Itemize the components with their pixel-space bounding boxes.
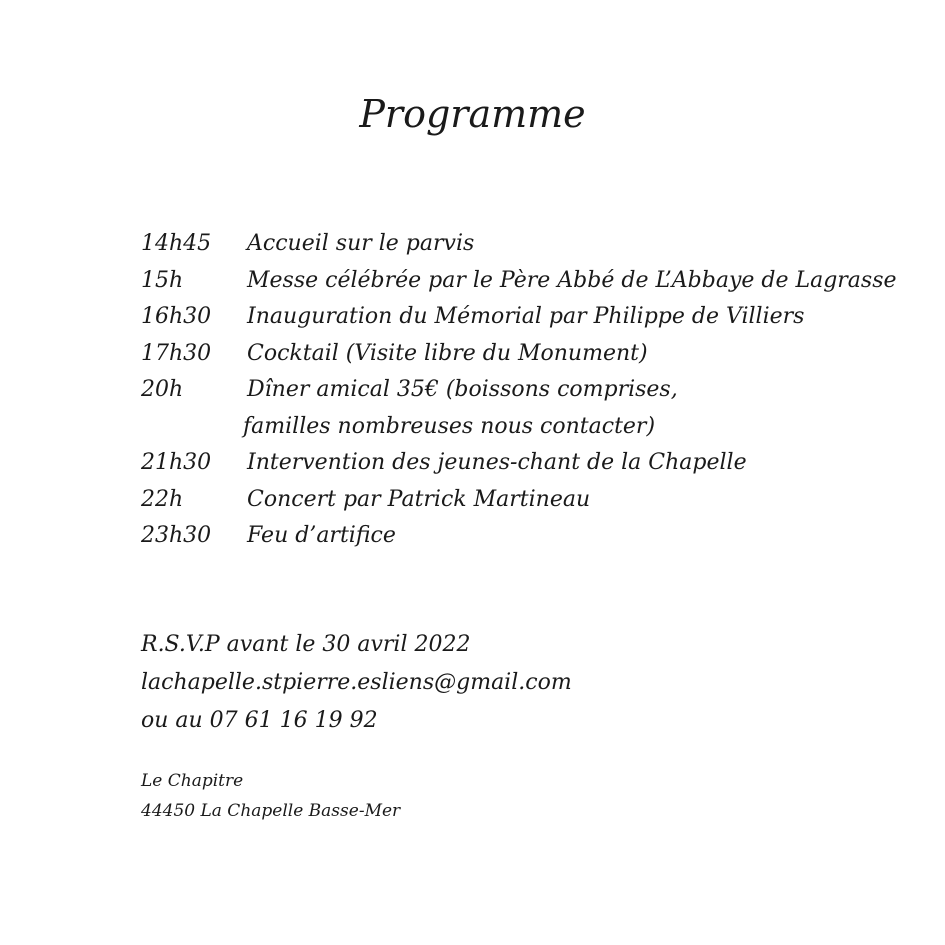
- schedule-event-text: Intervention des jeunes-chant de la Chapelle: [247, 450, 747, 475]
- schedule-event: [247, 299, 921, 336]
- schedule-event: [243, 372, 921, 445]
- rsvp-email: lachapelle.stpierre.esliens@gmail.com: [141, 670, 572, 695]
- schedule-event-text: Feu d’artifice: [247, 523, 396, 548]
- rsvp-block: [141, 626, 572, 740]
- address-block: [141, 766, 400, 826]
- schedule-time: 14h45: [141, 231, 212, 256]
- schedule-time: 15h: [141, 267, 184, 293]
- schedule-row: [141, 299, 921, 336]
- schedule-event: [247, 263, 921, 300]
- schedule-row: [141, 336, 921, 373]
- schedule-row: [141, 372, 921, 445]
- rsvp-phone: ou au 07 61 16 19 92: [141, 708, 378, 733]
- schedule-event-text: Dîner amical 35€ (boissons comprises,: [247, 377, 678, 402]
- schedule-row: [141, 445, 921, 482]
- schedule-event-text: Inauguration du Mémorial par Philippe de Villiers: [247, 304, 805, 329]
- schedule-event-text: Cocktail (Visite libre du Monument): [247, 340, 648, 366]
- schedule-event-text: Accueil sur le parvis: [247, 231, 475, 256]
- schedule-time: 23h30: [141, 523, 212, 548]
- schedule-time: 17h30: [141, 340, 212, 366]
- schedule-row: [141, 263, 921, 300]
- schedule-row: [141, 482, 921, 519]
- rsvp-deadline: R.S.V.P avant le 30 avril 2022: [141, 632, 471, 657]
- schedule-event: [247, 482, 921, 519]
- schedule-row: [141, 226, 921, 263]
- schedule-row: [141, 518, 921, 555]
- page-title: Programme: [359, 92, 586, 136]
- schedule-event: [247, 336, 921, 373]
- schedule-time: 22h: [141, 486, 184, 512]
- schedule-time: 20h: [141, 377, 184, 402]
- schedule-event-text-continued: familles nombreuses nous contacter): [243, 413, 656, 439]
- schedule-event: [247, 226, 921, 263]
- schedule-time: 16h30: [141, 304, 212, 329]
- schedule-event-text: Messe célébrée par le Père Abbé de L’Abbaye de Lagrasse: [247, 267, 897, 293]
- schedule-event: [247, 445, 921, 482]
- schedule-event: [247, 518, 921, 555]
- address-line-2: 44450 La Chapelle Basse-Mer: [141, 801, 401, 821]
- schedule-time: 21h30: [141, 450, 212, 475]
- address-line-1: Le Chapitre: [141, 771, 244, 791]
- schedule: [141, 226, 921, 555]
- schedule-event-text: Concert par Patrick Martineau: [247, 486, 591, 512]
